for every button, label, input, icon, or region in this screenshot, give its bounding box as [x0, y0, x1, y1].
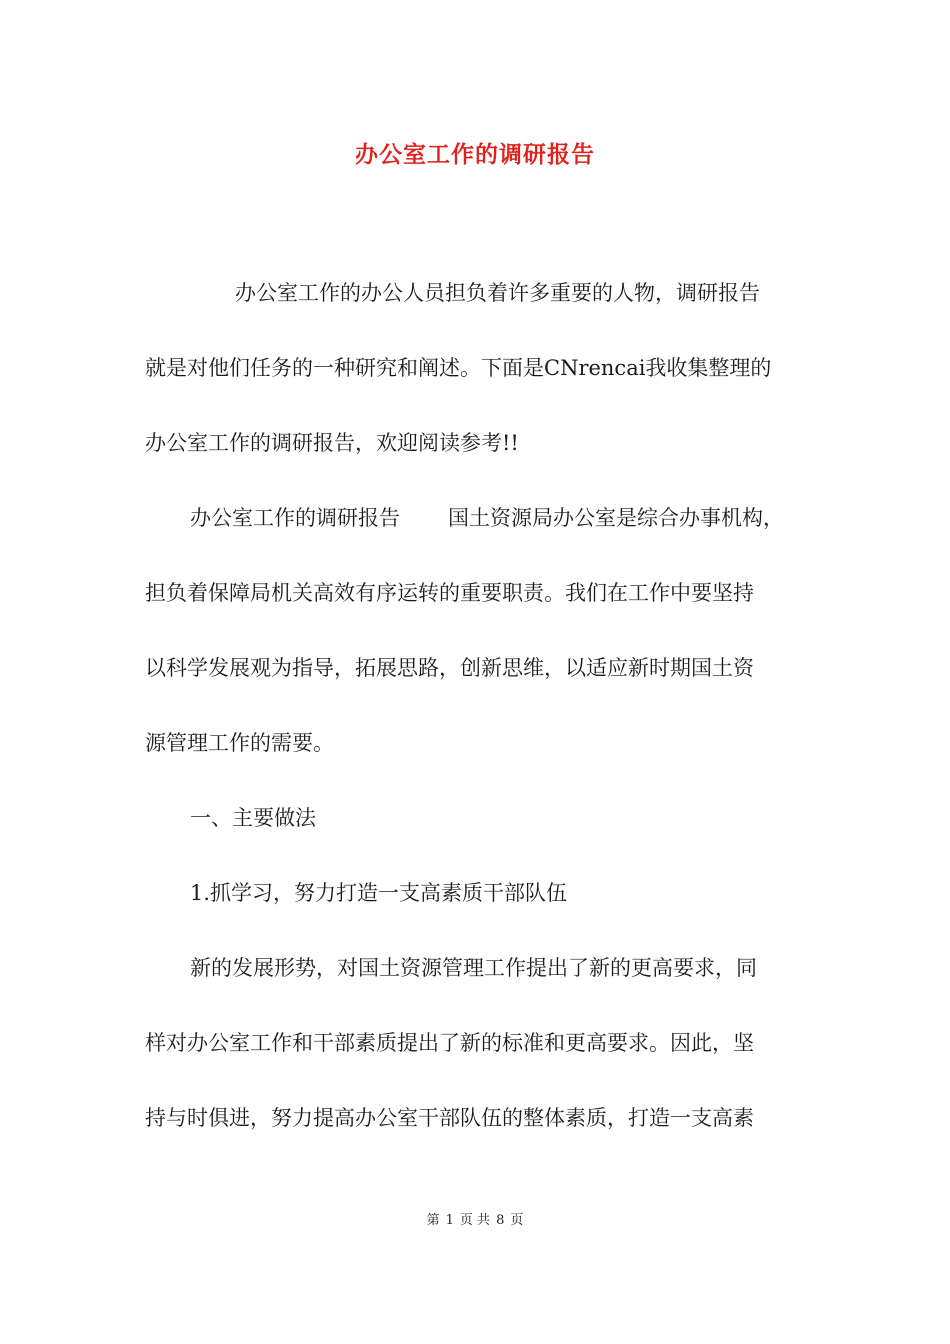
paragraph-line: 新的发展形势，对国土资源管理工作提出了新的更高要求，同 — [190, 956, 757, 980]
current-page-number: 1 — [445, 1213, 454, 1228]
footer-prefix: 第 — [426, 1213, 440, 1228]
paragraph-line: 办公室工作的办公人员担负着许多重要的人物，调研报告 — [235, 281, 760, 305]
paragraph-line: 样对办公室工作和干部素质提出了新的标准和更高要求。因此，坚 — [145, 1031, 754, 1055]
paragraph-line: 持与时俱进，努力提高办公室干部队伍的整体素质，打造一支高素 — [145, 1106, 754, 1130]
page-footer — [0, 1209, 950, 1228]
total-page-count: 8 — [496, 1213, 505, 1228]
footer-mid: 页 共 — [459, 1213, 491, 1228]
footer-suffix: 页 — [510, 1213, 524, 1228]
section-heading: 一、主要做法 — [190, 806, 316, 830]
paragraph-line — [145, 497, 810, 572]
paragraph-line: 担负着保障局机关高效有序运转的重要职责。我们在工作中要坚持 — [145, 581, 754, 605]
paragraph-line: 就是对他们任务的一种研究和阐述。下面是CNrencai我收集整理的 — [145, 356, 772, 380]
paragraph-text: 国土资源局办公室是综合办事机构， — [448, 506, 784, 530]
inline-heading: 办公室工作的调研报告 — [190, 506, 400, 530]
paragraph-line: 源管理工作的需要。 — [145, 731, 334, 755]
document-body — [145, 272, 810, 1172]
paragraph-line: 办公室工作的调研报告，欢迎阅读参考!! — [145, 431, 519, 455]
page-title: 办公室工作的调研报告 — [355, 141, 595, 168]
paragraph-line: 以科学发展观为指导，拓展思路，创新思维，以适应新时期国土资 — [145, 656, 754, 680]
subsection-heading: 1.抓学习，努力打造一支高素质干部队伍 — [190, 881, 568, 905]
